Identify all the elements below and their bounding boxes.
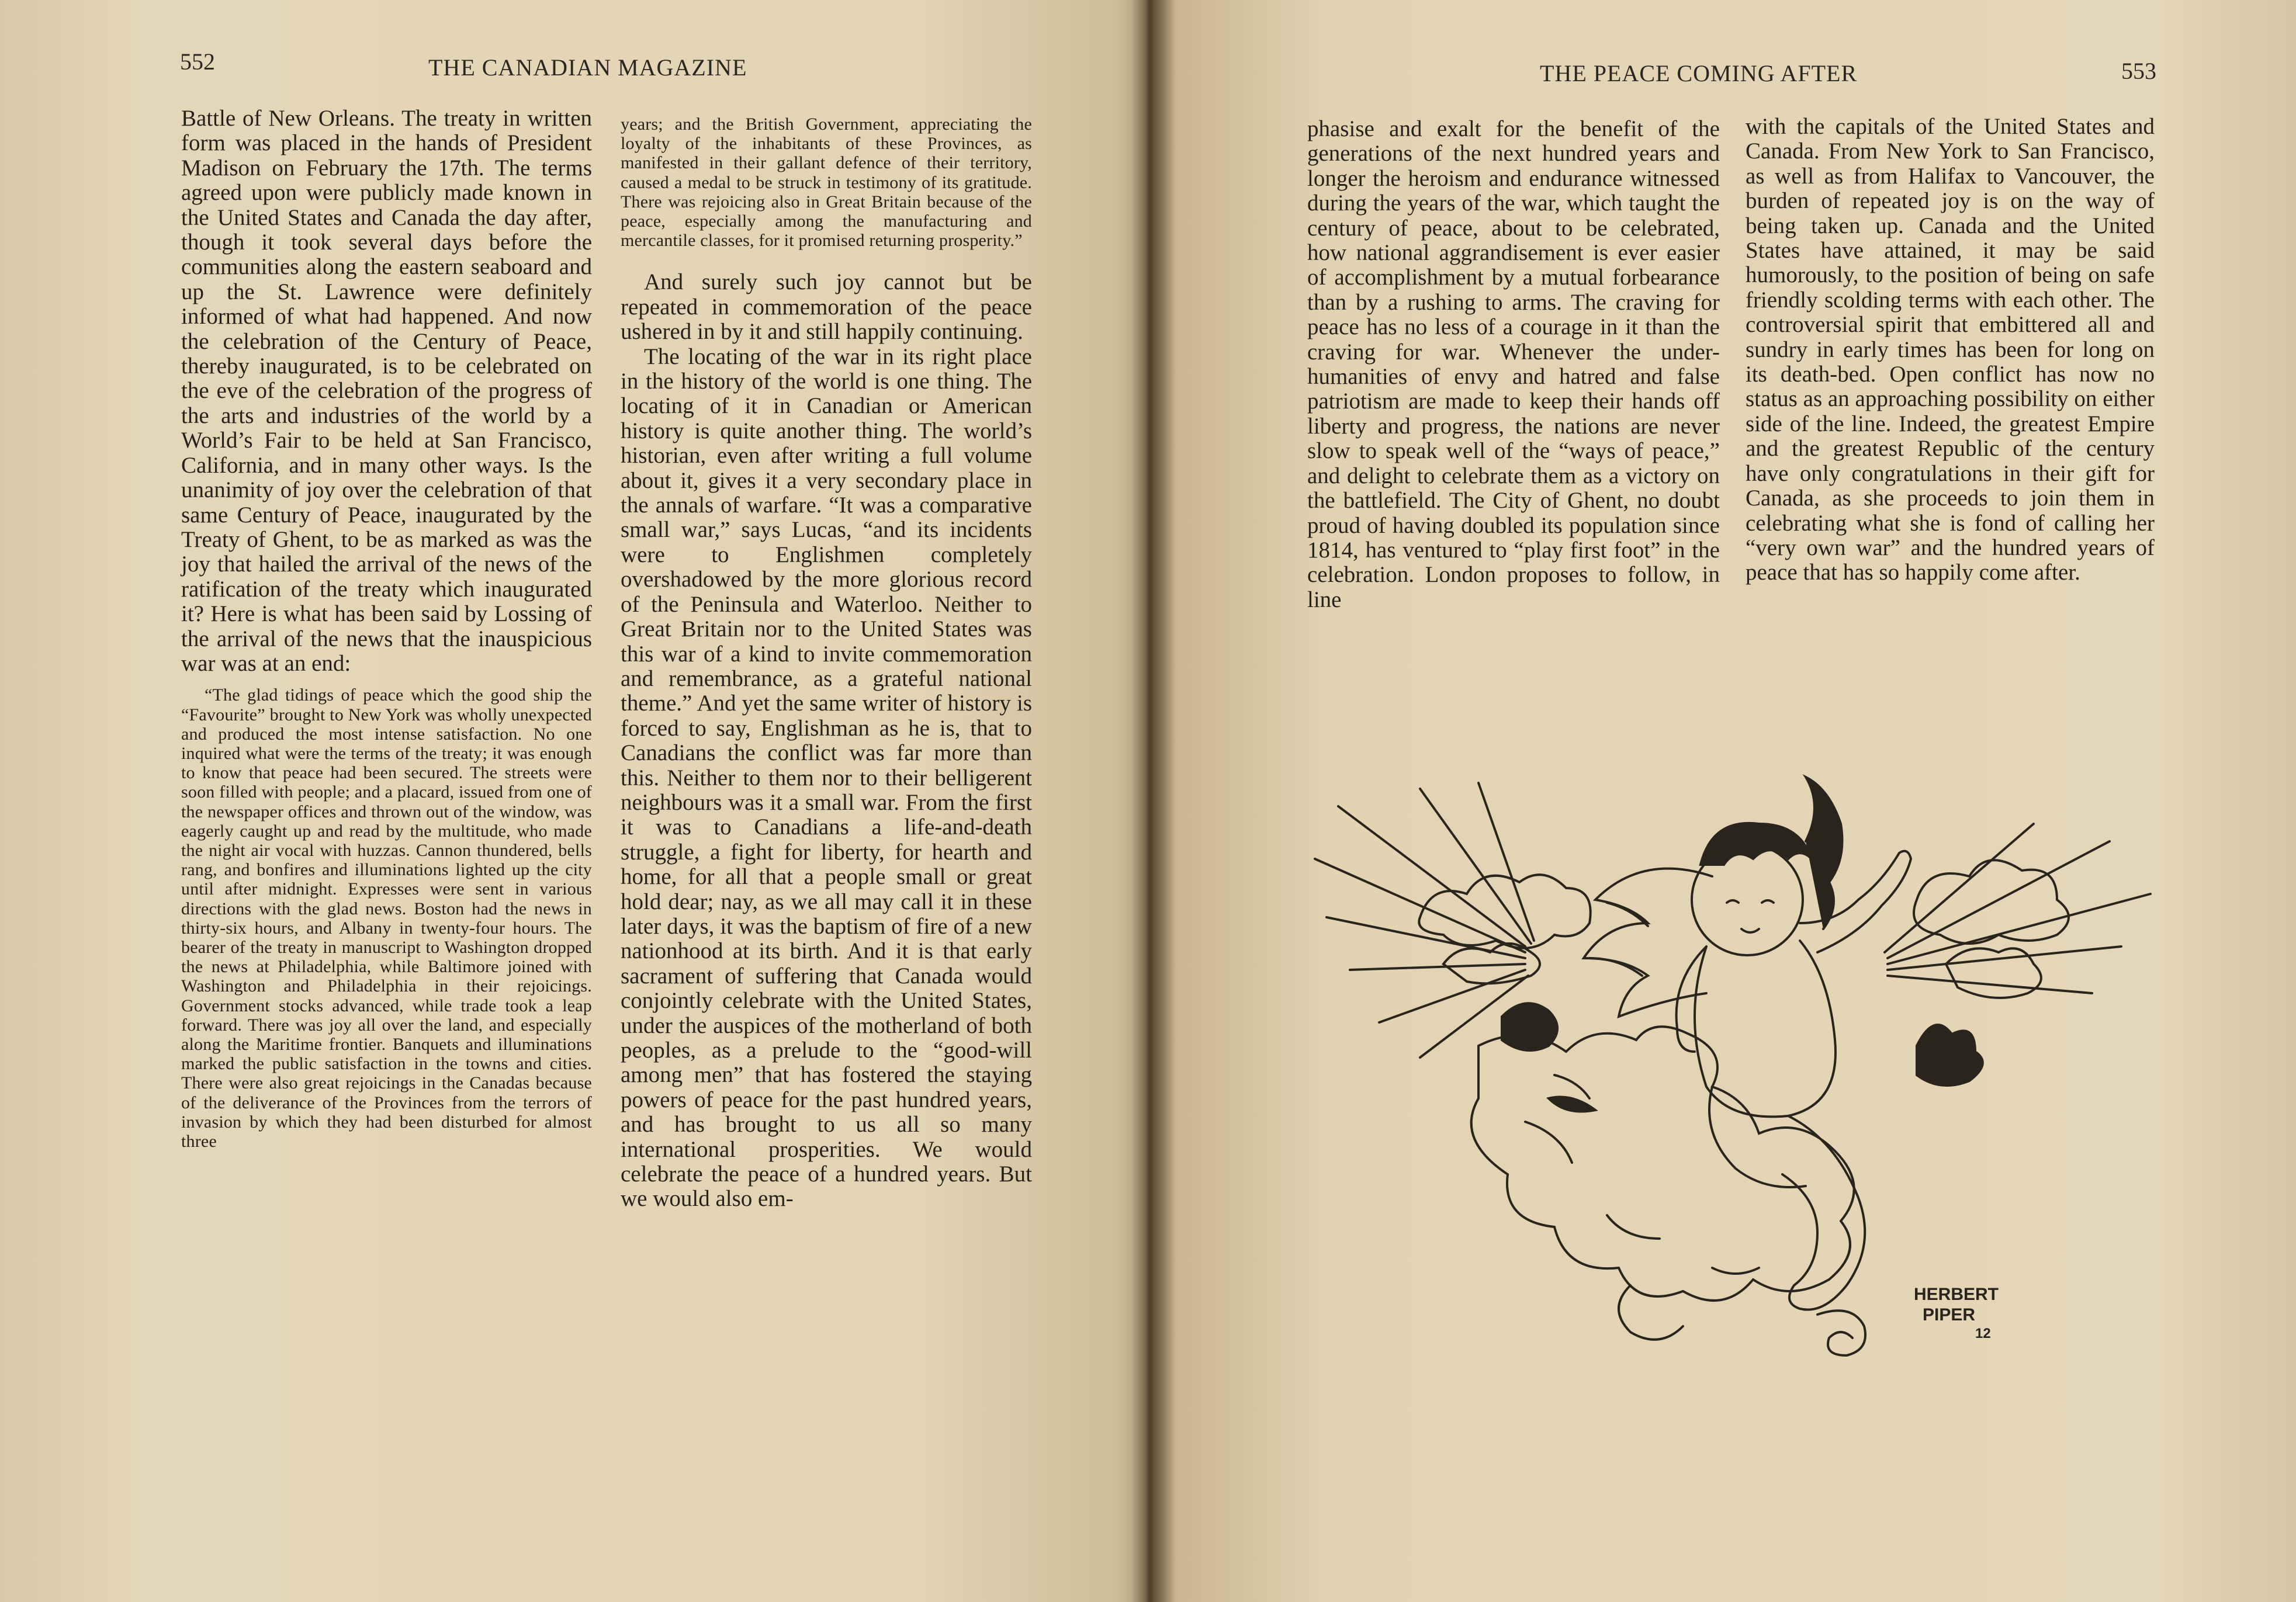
artist-signature: PIPER bbox=[1923, 1305, 1976, 1324]
cherub-illustration bbox=[1303, 771, 2180, 1391]
artist-signature: HERBERT bbox=[1914, 1285, 1999, 1304]
paragraph: with the capitals of the United States and Canada. From New York to San Francisco, as well as from Halifax to Vancouver, the burden of repeated joy is on the way of being taken up. Canada and the United States have attained, it may be said humorously, to the position of being on safe friendly scolding terms with each other. The controversial spirit that embittered all and sundry in early times has been for long on its death-bed. Open conflict has now no status as an approaching possibility on either side of the line. Indeed, the greatest Empire and the greatest Republic of the century have only congratulations in their gift for Canada, as she proceeds to join them in celebrating what she is fond of calling her “very own war” and the hundred years of peace that has so happily come after. bbox=[1746, 114, 2155, 585]
page-number: 553 bbox=[2121, 58, 2156, 84]
right-column-1 bbox=[1307, 117, 1720, 612]
page-number: 552 bbox=[180, 48, 215, 75]
running-head: THE CANADIAN MAGAZINE bbox=[428, 54, 747, 81]
block-quote: “The glad tidings of peace which the good ship the “Favourite” brought to New York was wholly unexpected and produced the most intense satisfaction. No one inquired what were the terms of the treaty; it was enough to know that peace had been secured. The streets were soon filled with people; and a placard, issued from one of the newspaper offices and thrown out of the window, was eagerly caught up and read by the multitude, who made the night air vocal with huzzas. Cannon thundered, bells rang, and bonfires and illuminations lighted up the city until after midnight. Expresses were sent in various directions with the glad news. Boston had the news in thirty-six hours, and Albany in twenty-four hours. The bearer of the treaty in manuscript to Washington dropped the news at Philadelphia, while Baltimore joined with Washington and Philadelphia in their rejoicings. Government stocks advanced, while trade took a leap forward. There was joy all over the land, and especially along the Maritime frontier. Banquets and illuminations marked the public satisfaction in the towns and cities. There were also great rejoicings in the Canadas because of the deliverance of the Provinces from the terrors of invasion by which they had been disturbed for almost three bbox=[181, 685, 592, 1152]
plume-icon bbox=[1806, 777, 1843, 929]
cloud-seat-icon bbox=[1471, 1027, 1854, 1301]
left-column-2 bbox=[621, 115, 1032, 1212]
paragraph: The locating of the war in its right place in the history of the world is one thing. The locating of it in Canadian or American history is quite another thing. The world’s historian, even after writing a full volume about it, gives it a very secondary place in the annals of warfare. “It was a comparative small war,” says Lucas, “and its incidents were to Englishmen completely overshadowed by the more glorious record of the Peninsula and Waterloo. Neither to Great Britain nor to the United States was this war of a kind to invite commemoration and remembrance, as a grateful national theme.” And yet the same writer of history is forced to say, Englishman as he is, that to Canadians the conflict was far more than this. Neither to them nor to their belligerent neighbours was it a small war. From the first it was to Canadians a life-and-death struggle, a fight for liberty, for hearth and home, for all that a people small or great hold dear; nay, as we all may call it in these later days, it was the baptism of fire of a new nationhood at its birth. And it is that early sacrament of suffering that Canada would conjointly celebrate with the United States, under the auspices of the motherland of both peoples, as a prelude to the “good-will among men” that has fostered the staying powers of peace for the past hundred years, and has brought to us all so many international prosperities. We would celebrate the peace of a hundred years. But we would also em- bbox=[621, 344, 1032, 1212]
block-quote-continued: years; and the British Government, appreciating the loyalty of the inhabitants of these Provinces, as manifested in their gallant defence of their territory, caused a medal to be struck in testimony of its gratitude. There was rejoicing also in Great Britain because of the peace, especially among the manufacturing and mercantile classes, for it promised returning prosperity.” bbox=[621, 115, 1032, 251]
paragraph: phasise and exalt for the benefit of the generations of the next hundred years and longer the heroism and endurance witnessed during the years of the war, which taught the century of peace, about to be celebrated, how national aggrandisement is ever easier of accomplishment by a mutual forbearance than by a rushing to arms. The craving for peace has no less of a courage in it than the craving for war. Whenever the under-humanities of envy and hatred and false patriotism are made to keep their hands off liberty and progress, the nations are never slow to speak well of the “ways of peace,” and delight to celebrate them as a victory on the battlefield. The City of Ghent, no doubt proud of having doubled its population since 1814, has ventured to “play first foot” in the celebration. London proposes to follow, in line bbox=[1307, 116, 1720, 612]
cherub-body bbox=[1695, 941, 1836, 1116]
running-head: THE PEACE COMING AFTER bbox=[1540, 60, 1858, 86]
paragraph: Battle of New Orleans. The treaty in written form was placed in the hands of President Madison on February the 17th. The terms agreed upon were publicly made known in the United States and Canada the day after, though it took several days before the communities along the eastern seaboard and up the St. Lawrence were definitely informed of what had happened. And now the celebration of the Century of Peace, thereby inaugurated, is to be celebrated on the eve of the celebration of the progress of the arts and industries of the world by a World’s Fair to be held at San Francisco, California, and in many other ways. Is the unanimity of joy over the celebration of that same Century of Peace, inaugurated by the Treaty of Ghent, to be as marked as was the joy that hailed the arrival of the news of the ratification of the treaty which inaugurated it? Here is what has been said by Lossing of the arrival of the news that the inauspicious war was at an end: bbox=[181, 106, 592, 676]
right-column-2 bbox=[1746, 115, 2155, 585]
left-column-1 bbox=[181, 106, 592, 1151]
artist-signature-year: 12 bbox=[1975, 1326, 1991, 1341]
sun-rays-right-icon bbox=[1885, 824, 2150, 993]
paragraph: And surely such joy cannot but be repeated in commemoration of the peace ushered in by it and still happily continuing. bbox=[621, 269, 1032, 345]
